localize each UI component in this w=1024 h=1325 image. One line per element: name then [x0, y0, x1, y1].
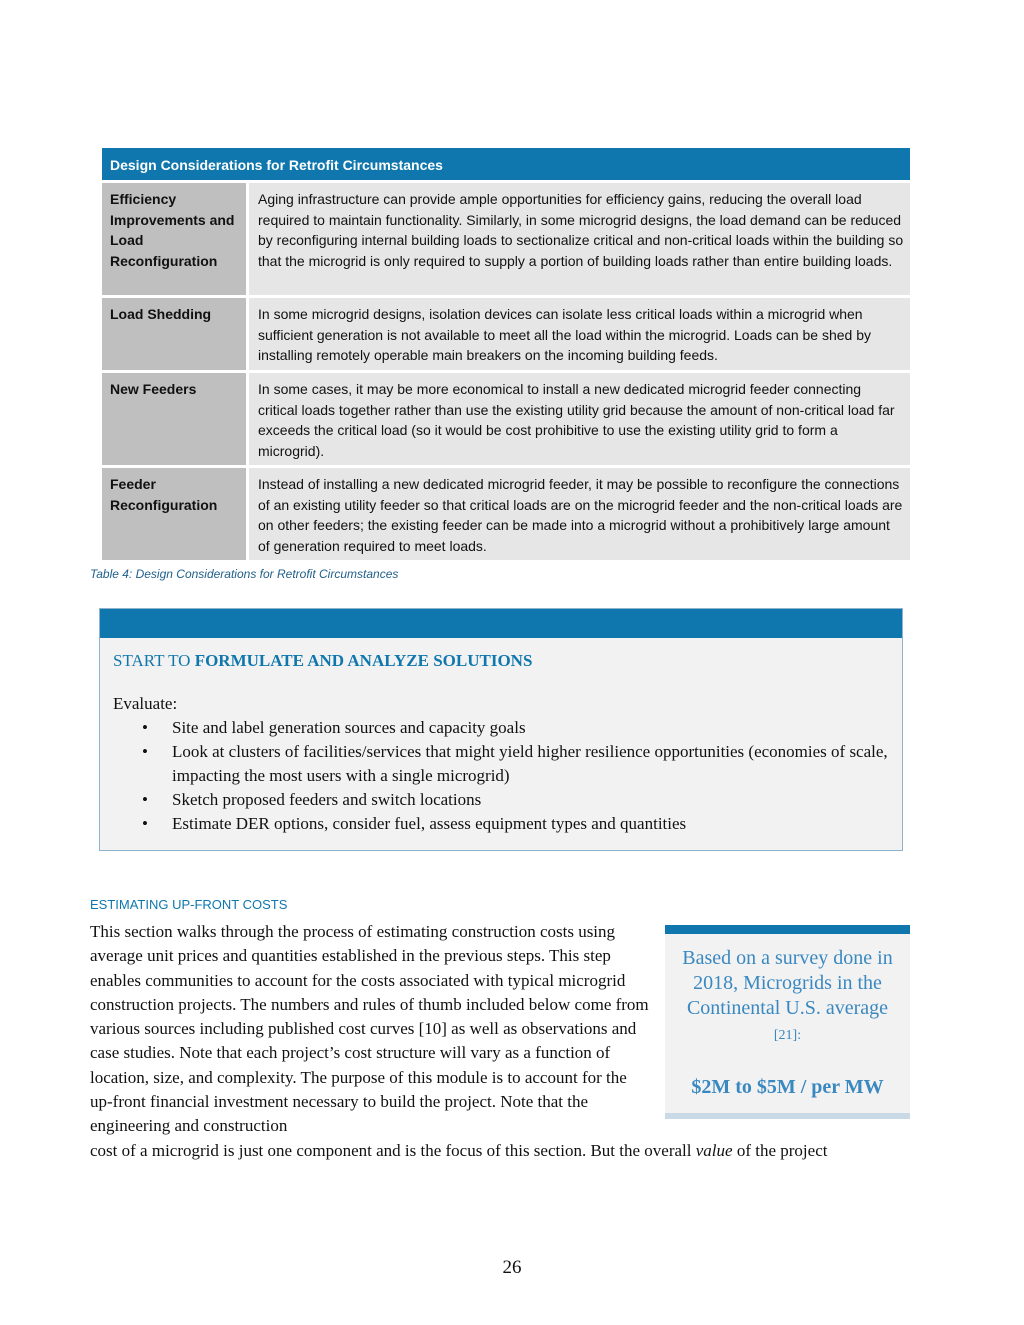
table-row	[102, 183, 910, 295]
section-body-last-line	[90, 1139, 910, 1163]
row-key: Efficiency Improvements and Load Reconfiguration	[102, 183, 246, 295]
bullet-icon: •	[142, 718, 148, 737]
design-considerations-table	[102, 148, 910, 560]
stat-reference: [21]:	[773, 1028, 802, 1043]
table-row	[102, 298, 910, 370]
stat-text	[665, 946, 910, 1048]
last-line-text-end: of the project	[732, 1141, 828, 1160]
table-header: Design Considerations for Retrofit Circumstances	[102, 148, 910, 180]
bullet-icon: •	[142, 742, 148, 761]
list-item-text: Site and label generation sources and capacity goals	[172, 718, 526, 737]
bullet-icon: •	[142, 814, 148, 833]
row-value: Instead of installing a new dedicated microgrid feeder, it may be possible to reconfigure the connections of an existing utility feeder so that critical loads are on the microgrid feeder and the non-critical loads are on other feeders; the existing feeder can be made into a microgrid without a prohibitively large amount of generation required to meet loads.	[249, 468, 910, 560]
bullet-icon: •	[142, 790, 148, 809]
section-heading: ESTIMATING UP-FRONT COSTS	[90, 897, 288, 912]
row-key: Load Shedding	[102, 298, 246, 370]
list-item	[142, 788, 892, 812]
list-item	[142, 812, 892, 836]
stat-cost-range: $2M to $5M / per MW	[691, 1076, 884, 1098]
page-number: 26	[502, 1257, 522, 1278]
list-item-text: Look at clusters of facilities/services that might yield higher resilience opportunities (economies of scale, impacting the most users with a single microgrid)	[172, 742, 888, 785]
table-caption: Table 4: Design Considerations for Retrofit Circumstances	[90, 567, 399, 581]
list-item-text: Sketch proposed feeders and switch locations	[172, 790, 482, 809]
row-key: New Feeders	[102, 373, 246, 465]
row-key: Feeder Reconfiguration	[102, 468, 246, 560]
cost-stat-box	[665, 925, 910, 1119]
row-value: In some cases, it may be more economical to install a new dedicated microgrid feeder connecting critical loads together rather than use the existing utility grid because the amount of non-critical load far exceeds the critical load (so it would be cost prohibitive to use the existing utility grid to form a microgrid).	[249, 373, 910, 465]
callout-title-prefix: START TO	[113, 651, 195, 670]
row-value: Aging infrastructure can provide ample opportunities for efficiency gains, reducing the overall load required to maintain functionality. Similarly, in some microgrid designs, the load demand can be reduced by reconfiguring internal building loads to sectionalize critical and non-critical loads within the building so that the microgrid is only required to supply a portion of building loads rather than entire building loads.	[249, 183, 910, 295]
list-item-text: Estimate DER options, consider fuel, assess equipment types and quantities	[172, 814, 687, 833]
list-item	[142, 716, 892, 740]
evaluate-label: Evaluate:	[113, 694, 178, 713]
last-line-italic: value	[695, 1141, 733, 1160]
section-body: This section walks through the process of estimating construction costs using average unit prices and quantities established in the previous steps. This step enables communities to account for the costs associated with typical microgrid construction projects. The numbers and rules of thumb included below come from various sources including published cost curves [10] as well as observations and case studies. Note that each project’s cost structure will vary as a function of location, size, and complexity. The purpose of this module is to account for the up-front financial investment necessary to build the project. Note that the engineering and construction	[90, 922, 649, 1136]
callout-title	[113, 651, 532, 671]
last-line-text: cost of a microgrid is just one component and is the focus of this section. But the overall	[90, 1141, 696, 1160]
table-row	[102, 373, 910, 465]
solutions-callout-box	[99, 608, 903, 851]
table-row	[102, 468, 910, 560]
stat-description: Based on a survey done in 2018, Microgrids in the Continental U.S. average	[682, 947, 893, 1019]
callout-title-bold: FORMULATE AND ANALYZE SOLUTIONS	[194, 651, 533, 670]
evaluate-list	[142, 716, 892, 836]
callout-header-bar	[100, 609, 902, 638]
row-value: In some microgrid designs, isolation devices can isolate less critical loads within a microgrid when sufficient generation is not available to meet all the load within the microgrid. Loads can be shed by installing remotely operable main breakers on the incoming building feeds.	[249, 298, 910, 370]
list-item	[142, 740, 892, 788]
